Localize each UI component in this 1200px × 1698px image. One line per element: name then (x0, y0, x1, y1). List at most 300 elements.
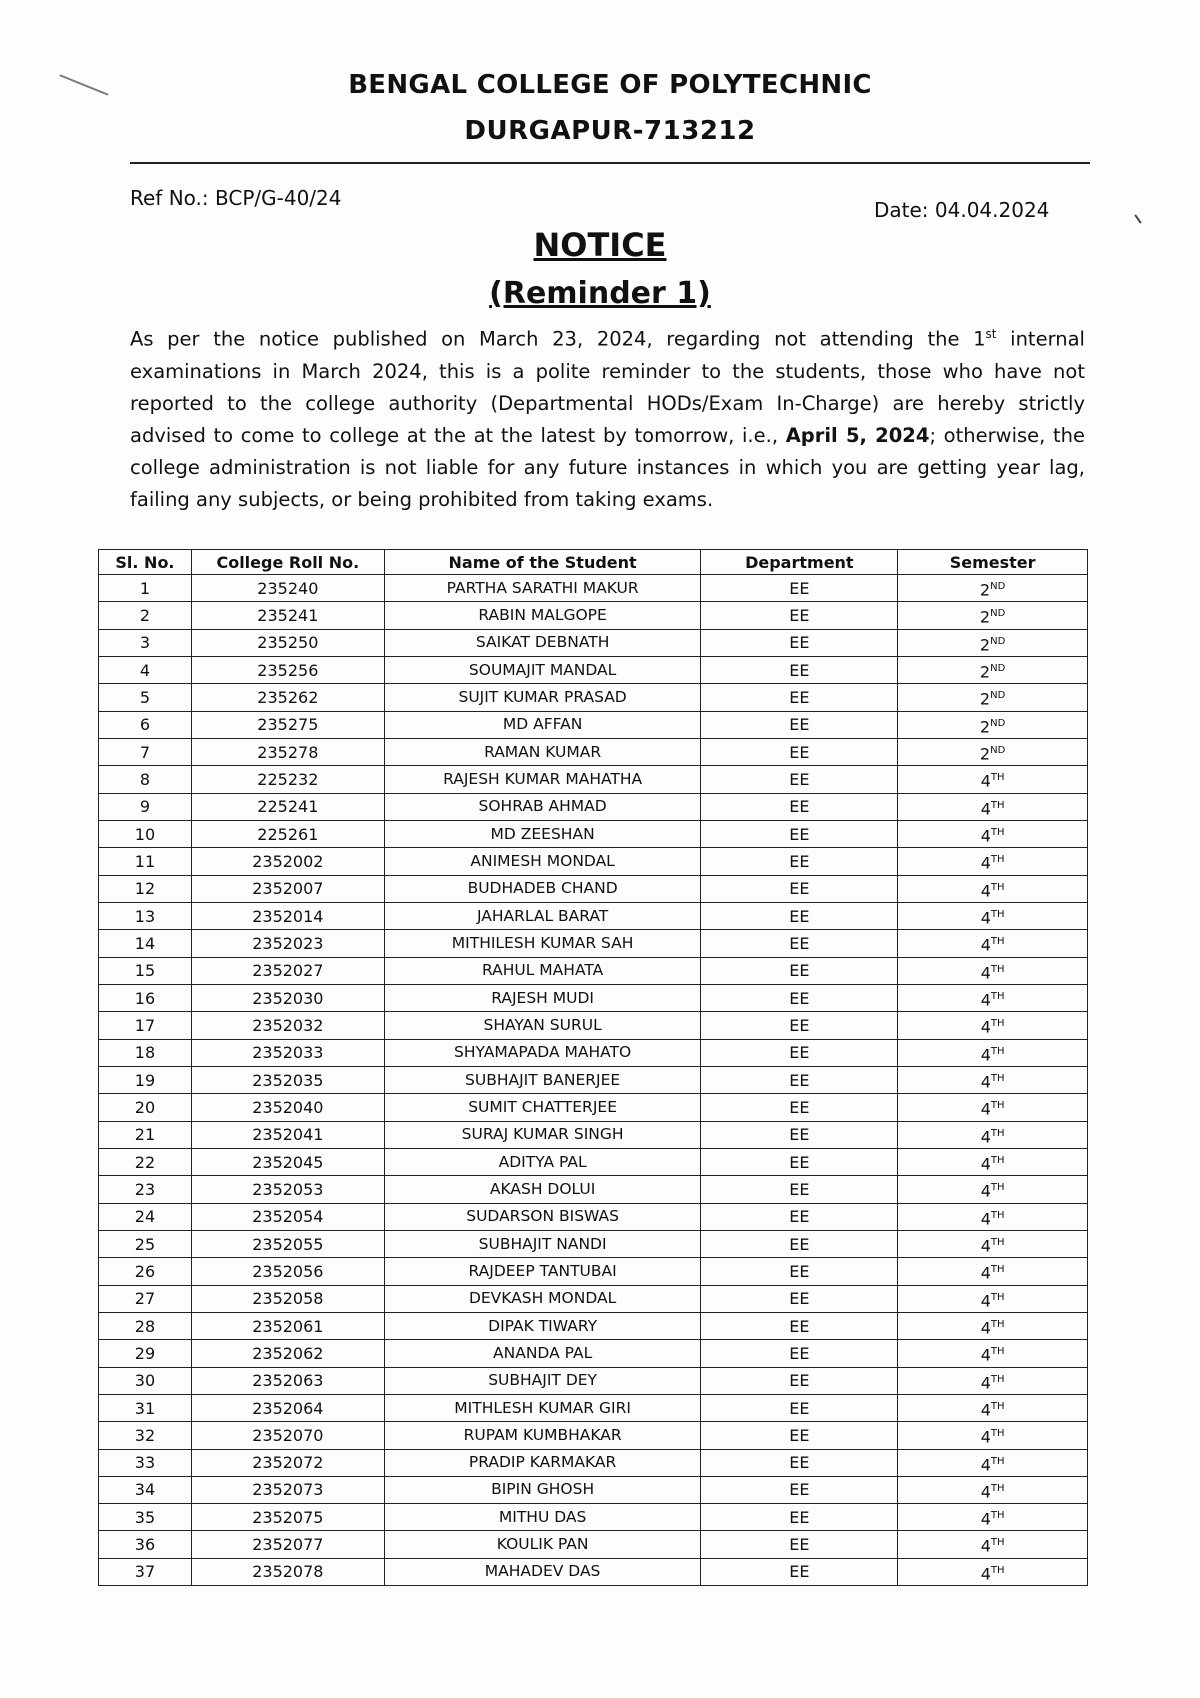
student-name-cell: SOHRAB AHMAD (384, 793, 701, 820)
department-cell: EE (701, 984, 898, 1011)
college-name: BENGAL COLLEGE OF POLYTECHNIC (348, 70, 872, 100)
serial-cell: 21 (99, 1121, 192, 1148)
semester-suffix: TH (990, 963, 1005, 975)
semester-number: 4 (980, 1454, 991, 1474)
semester-suffix: TH (990, 854, 1005, 866)
roll-number-cell: 2352073 (191, 1476, 384, 1503)
department-cell: EE (701, 1066, 898, 1093)
semester-cell (898, 629, 1088, 656)
student-name-cell: MD ZEESHAN (384, 820, 701, 847)
serial-cell: 29 (99, 1340, 192, 1367)
serial-cell: 28 (99, 1312, 192, 1339)
semester-suffix: TH (990, 1400, 1005, 1412)
department-cell: EE (701, 1230, 898, 1257)
semester-number: 4 (980, 1509, 991, 1529)
semester-suffix: TH (990, 1127, 1005, 1139)
semester-number: 2 (979, 662, 991, 682)
semester-number: 4 (980, 826, 991, 846)
roll-number-cell: 235240 (191, 575, 384, 602)
semester-suffix: TH (990, 1154, 1005, 1166)
table-row (99, 1340, 1088, 1367)
body-text: internal examinations in March 2024, this is a polite reminder to the students, those who have not reported to the college authority (Departmental HODs/Exam In-Charge) are hereby strictly advised to come to college at the at the latest by tomorrow, i.e., (130, 327, 1085, 447)
student-name-cell: DIPAK TIWARY (384, 1312, 701, 1339)
semester-cell (898, 1422, 1088, 1449)
student-name-cell: SUDARSON BISWAS (384, 1203, 701, 1230)
serial-cell: 16 (99, 984, 192, 1011)
roll-number-cell: 235275 (191, 711, 384, 738)
column-header: Sl. No. (99, 550, 192, 575)
serial-cell: 6 (99, 711, 192, 738)
student-name-cell: SUJIT KUMAR PRASAD (384, 684, 701, 711)
table-row (99, 1367, 1088, 1394)
semester-number: 2 (979, 634, 991, 654)
department-cell: EE (701, 738, 898, 765)
serial-cell: 31 (99, 1394, 192, 1421)
roll-number-cell: 225241 (191, 793, 384, 820)
student-name-cell: RAJESH MUDI (384, 984, 701, 1011)
semester-cell (898, 820, 1088, 847)
semester-cell (898, 1230, 1088, 1257)
semester-number: 4 (980, 908, 991, 928)
pen-mark (60, 74, 109, 95)
notice-body (130, 318, 1085, 516)
department-cell: EE (701, 629, 898, 656)
column-header: Name of the Student (384, 550, 701, 575)
semester-cell (898, 1312, 1088, 1339)
semester-suffix: ND (990, 608, 1006, 620)
semester-number: 2 (979, 607, 991, 627)
table-row (99, 1504, 1088, 1531)
semester-number: 4 (980, 771, 991, 791)
serial-cell: 32 (99, 1422, 192, 1449)
student-name-cell: SUBHAJIT BANERJEE (384, 1066, 701, 1093)
semester-cell (898, 793, 1088, 820)
semester-cell (898, 1285, 1088, 1312)
serial-cell: 13 (99, 902, 192, 929)
semester-suffix: TH (990, 1373, 1005, 1385)
column-header: Department (701, 550, 898, 575)
table-row (99, 766, 1088, 793)
semester-cell (898, 848, 1088, 875)
serial-cell: 22 (99, 1148, 192, 1175)
roll-number-cell: 2352075 (191, 1504, 384, 1531)
semester-number: 4 (980, 1290, 991, 1310)
semester-number: 4 (980, 962, 991, 982)
semester-suffix: TH (990, 1564, 1005, 1576)
table-row (99, 1094, 1088, 1121)
department-cell: EE (701, 684, 898, 711)
semester-cell (898, 1121, 1088, 1148)
column-header: Semester (898, 550, 1088, 575)
semester-number: 4 (980, 1181, 991, 1201)
semester-suffix: TH (990, 990, 1005, 1002)
student-list-table (98, 549, 1088, 1586)
roll-number-cell: 2352035 (191, 1066, 384, 1093)
roll-number-cell: 225232 (191, 766, 384, 793)
roll-number-cell: 2352041 (191, 1121, 384, 1148)
semester-number: 4 (980, 1126, 991, 1146)
semester-cell (898, 1558, 1088, 1585)
semester-cell (898, 1094, 1088, 1121)
department-cell: EE (701, 793, 898, 820)
roll-number-cell: 2352058 (191, 1285, 384, 1312)
roll-number-cell: 2352062 (191, 1340, 384, 1367)
pen-mark (1134, 214, 1141, 223)
department-cell: EE (701, 820, 898, 847)
semester-cell (898, 1394, 1088, 1421)
table-row (99, 684, 1088, 711)
serial-cell: 24 (99, 1203, 192, 1230)
roll-number-cell: 2352063 (191, 1367, 384, 1394)
table-row (99, 1121, 1088, 1148)
semester-suffix: TH (990, 1455, 1005, 1467)
semester-number: 4 (980, 1154, 991, 1174)
semester-suffix: ND (990, 581, 1006, 592)
roll-number-cell: 2352078 (191, 1558, 384, 1585)
semester-cell (898, 575, 1088, 602)
roll-number-cell: 2352040 (191, 1094, 384, 1121)
serial-cell: 37 (99, 1558, 192, 1585)
department-cell: EE (701, 1203, 898, 1230)
department-cell: EE (701, 1285, 898, 1312)
serial-cell: 3 (99, 629, 192, 656)
department-cell: EE (701, 1394, 898, 1421)
semester-cell (898, 1531, 1088, 1558)
body-text: As per the notice published on March 23, 2024, regarding not attending the 1 (130, 327, 986, 351)
serial-cell: 27 (99, 1285, 192, 1312)
roll-number-cell: 235250 (191, 629, 384, 656)
roll-number-cell: 2352054 (191, 1203, 384, 1230)
department-cell: EE (701, 1531, 898, 1558)
table-row (99, 738, 1088, 765)
serial-cell: 4 (99, 656, 192, 683)
roll-number-cell: 2352032 (191, 1012, 384, 1039)
roll-number-cell: 2352072 (191, 1449, 384, 1476)
table-row (99, 1176, 1088, 1203)
semester-cell (898, 1258, 1088, 1285)
semester-suffix: TH (990, 1318, 1005, 1330)
department-cell: EE (701, 957, 898, 984)
semester-number: 4 (980, 1208, 991, 1228)
semester-cell (898, 984, 1088, 1011)
semester-number: 4 (980, 880, 991, 900)
table-row (99, 875, 1088, 902)
semester-suffix: TH (990, 1045, 1005, 1057)
semester-suffix: TH (990, 1100, 1005, 1112)
serial-cell: 9 (99, 793, 192, 820)
table-row (99, 930, 1088, 957)
roll-number-cell: 2352014 (191, 902, 384, 929)
table-row (99, 656, 1088, 683)
notice-subtitle: (Reminder 1) (489, 276, 711, 311)
reference-number: Ref No.: BCP/G-40/24 (130, 186, 342, 210)
roll-number-cell: 2352002 (191, 848, 384, 875)
semester-cell (898, 1449, 1088, 1476)
department-cell: EE (701, 766, 898, 793)
semester-number: 2 (979, 580, 991, 600)
student-name-cell: MITHU DAS (384, 1504, 701, 1531)
student-name-cell: SUBHAJIT NANDI (384, 1230, 701, 1257)
table-row (99, 629, 1088, 656)
student-name-cell: SURAJ KUMAR SINGH (384, 1121, 701, 1148)
table-row (99, 602, 1088, 629)
serial-cell: 17 (99, 1012, 192, 1039)
semester-number: 4 (980, 1536, 991, 1556)
table-row (99, 1449, 1088, 1476)
department-cell: EE (701, 1558, 898, 1585)
semester-cell (898, 875, 1088, 902)
serial-cell: 12 (99, 875, 192, 902)
semester-suffix: TH (990, 881, 1005, 893)
semester-number: 4 (980, 1044, 991, 1064)
department-cell: EE (701, 1476, 898, 1503)
semester-cell (898, 1476, 1088, 1503)
table-row (99, 848, 1088, 875)
student-name-cell: PARTHA SARATHI MAKUR (384, 575, 701, 602)
table-row (99, 1285, 1088, 1312)
semester-cell (898, 1039, 1088, 1066)
notice-date: Date: 04.04.2024 (874, 198, 1050, 222)
table-row (99, 1230, 1088, 1257)
serial-cell: 14 (99, 930, 192, 957)
semester-cell (898, 656, 1088, 683)
semester-cell (898, 1504, 1088, 1531)
semester-number: 4 (980, 1400, 991, 1420)
semester-suffix: TH (990, 1291, 1005, 1303)
roll-number-cell: 2352061 (191, 1312, 384, 1339)
serial-cell: 15 (99, 957, 192, 984)
semester-suffix: TH (990, 799, 1005, 811)
department-cell: EE (701, 1094, 898, 1121)
notice-title: NOTICE (533, 226, 667, 264)
table-row (99, 1039, 1088, 1066)
semester-number: 4 (980, 1072, 991, 1092)
semester-number: 4 (980, 1263, 991, 1283)
semester-number: 4 (980, 1372, 991, 1392)
department-cell: EE (701, 1504, 898, 1531)
roll-number-cell: 2352027 (191, 957, 384, 984)
table-row (99, 1476, 1088, 1503)
serial-cell: 23 (99, 1176, 192, 1203)
serial-cell: 30 (99, 1367, 192, 1394)
department-cell: EE (701, 1258, 898, 1285)
student-name-cell: SOUMAJIT MANDAL (384, 656, 701, 683)
department-cell: EE (701, 902, 898, 929)
semester-cell (898, 602, 1088, 629)
student-name-cell: MITHILESH KUMAR SAH (384, 930, 701, 957)
semester-suffix: TH (990, 1018, 1005, 1030)
table-row (99, 1066, 1088, 1093)
roll-number-cell: 2352030 (191, 984, 384, 1011)
student-name-cell: SHYAMAPADA MAHATO (384, 1039, 701, 1066)
header-divider (130, 162, 1090, 164)
semester-cell (898, 1340, 1088, 1367)
table-row (99, 957, 1088, 984)
semester-suffix: TH (990, 1346, 1005, 1358)
semester-suffix: TH (990, 1482, 1005, 1494)
department-cell: EE (701, 930, 898, 957)
serial-cell: 33 (99, 1449, 192, 1476)
semester-cell (898, 711, 1088, 738)
table-row (99, 820, 1088, 847)
semester-number: 4 (980, 798, 991, 818)
table-row (99, 1148, 1088, 1175)
semester-number: 2 (979, 716, 991, 736)
student-name-cell: RUPAM KUMBHAKAR (384, 1422, 701, 1449)
roll-number-cell: 2352056 (191, 1258, 384, 1285)
table-row (99, 984, 1088, 1011)
semester-suffix: ND (990, 635, 1006, 647)
student-name-cell: ANANDA PAL (384, 1340, 701, 1367)
semester-cell (898, 1203, 1088, 1230)
semester-suffix: TH (990, 1182, 1005, 1194)
roll-number-cell: 2352070 (191, 1422, 384, 1449)
department-cell: EE (701, 1422, 898, 1449)
table-body (99, 575, 1088, 1586)
semester-suffix: TH (990, 1209, 1005, 1221)
serial-cell: 19 (99, 1066, 192, 1093)
student-name-cell: SAIKAT DEBNATH (384, 629, 701, 656)
semester-suffix: TH (990, 908, 1005, 920)
body-text: ; otherwise, the college administration is not liable for any future instances in which you are getting year lag, failing any subjects, or being prohibited from taking exams. (130, 423, 1085, 511)
semester-number: 2 (979, 744, 991, 764)
table-row (99, 1394, 1088, 1421)
semester-cell (898, 1012, 1088, 1039)
roll-number-cell: 235278 (191, 738, 384, 765)
semester-number: 4 (980, 1318, 991, 1338)
student-name-cell: ANIMESH MONDAL (384, 848, 701, 875)
student-name-cell: MAHADEV DAS (384, 1558, 701, 1585)
roll-number-cell: 2352064 (191, 1394, 384, 1421)
semester-suffix: ND (990, 744, 1006, 756)
semester-number: 4 (980, 1564, 991, 1584)
college-address: DURGAPUR-713212 (464, 116, 756, 146)
serial-cell: 25 (99, 1230, 192, 1257)
student-name-cell: BUDHADEB CHAND (384, 875, 701, 902)
table-row (99, 1422, 1088, 1449)
table-row (99, 1203, 1088, 1230)
student-name-cell: JAHARLAL BARAT (384, 902, 701, 929)
semester-suffix: TH (990, 826, 1005, 838)
semester-suffix: TH (990, 936, 1005, 948)
semester-number: 4 (980, 935, 991, 955)
table-row (99, 1558, 1088, 1585)
semester-suffix: ND (990, 662, 1006, 674)
roll-number-cell: 235241 (191, 602, 384, 629)
body-superscript: st (985, 327, 997, 341)
semester-number: 4 (980, 1236, 991, 1256)
semester-suffix: TH (990, 1072, 1005, 1084)
semester-number: 4 (980, 1345, 991, 1365)
table-row (99, 1531, 1088, 1558)
student-name-cell: SHAYAN SURUL (384, 1012, 701, 1039)
semester-number: 4 (980, 853, 991, 873)
table-row (99, 902, 1088, 929)
roll-number-cell: 225261 (191, 820, 384, 847)
semester-suffix: TH (990, 1537, 1005, 1549)
student-name-cell: RAMAN KUMAR (384, 738, 701, 765)
student-name-cell: SUMIT CHATTERJEE (384, 1094, 701, 1121)
roll-number-cell: 2352053 (191, 1176, 384, 1203)
semester-cell (898, 1148, 1088, 1175)
semester-suffix: ND (990, 717, 1006, 729)
serial-cell: 1 (99, 575, 192, 602)
serial-cell: 34 (99, 1476, 192, 1503)
semester-number: 4 (980, 1482, 991, 1502)
student-name-cell: AKASH DOLUI (384, 1176, 701, 1203)
table-row (99, 1258, 1088, 1285)
student-name-cell: KOULIK PAN (384, 1531, 701, 1558)
roll-number-cell: 2352055 (191, 1230, 384, 1257)
column-header: College Roll No. (191, 550, 384, 575)
department-cell: EE (701, 1340, 898, 1367)
department-cell: EE (701, 1121, 898, 1148)
student-name-cell: ADITYA PAL (384, 1148, 701, 1175)
serial-cell: 8 (99, 766, 192, 793)
department-cell: EE (701, 656, 898, 683)
student-name-cell: RABIN MALGOPE (384, 602, 701, 629)
serial-cell: 7 (99, 738, 192, 765)
deadline-date: April 5, 2024 (785, 423, 930, 447)
student-name-cell: DEVKASH MONDAL (384, 1285, 701, 1312)
student-name-cell: MD AFFAN (384, 711, 701, 738)
department-cell: EE (701, 848, 898, 875)
semester-cell (898, 1367, 1088, 1394)
semester-cell (898, 1066, 1088, 1093)
department-cell: EE (701, 1039, 898, 1066)
serial-cell: 20 (99, 1094, 192, 1121)
semester-suffix: TH (990, 1264, 1005, 1276)
semester-number: 2 (979, 689, 991, 709)
serial-cell: 35 (99, 1504, 192, 1531)
roll-number-cell: 2352045 (191, 1148, 384, 1175)
roll-number-cell: 2352007 (191, 875, 384, 902)
roll-number-cell: 2352077 (191, 1531, 384, 1558)
roll-number-cell: 2352023 (191, 930, 384, 957)
roll-number-cell: 2352033 (191, 1039, 384, 1066)
student-name-cell: BIPIN GHOSH (384, 1476, 701, 1503)
department-cell: EE (701, 602, 898, 629)
department-cell: EE (701, 575, 898, 602)
semester-number: 4 (980, 990, 991, 1010)
semester-suffix: TH (990, 1428, 1005, 1440)
table-row (99, 793, 1088, 820)
department-cell: EE (701, 1148, 898, 1175)
semester-cell (898, 930, 1088, 957)
semester-suffix: TH (990, 1236, 1005, 1248)
table-row (99, 1012, 1088, 1039)
semester-number: 4 (980, 1427, 991, 1447)
table-row (99, 1312, 1088, 1339)
serial-cell: 2 (99, 602, 192, 629)
department-cell: EE (701, 711, 898, 738)
student-name-cell: RAJDEEP TANTUBAI (384, 1258, 701, 1285)
roll-number-cell: 235256 (191, 656, 384, 683)
semester-cell (898, 738, 1088, 765)
table-header-row (99, 550, 1088, 575)
table-row (99, 711, 1088, 738)
serial-cell: 10 (99, 820, 192, 847)
student-name-cell: RAHUL MAHATA (384, 957, 701, 984)
department-cell: EE (701, 1449, 898, 1476)
student-name-cell: RAJESH KUMAR MAHATHA (384, 766, 701, 793)
student-name-cell: PRADIP KARMAKAR (384, 1449, 701, 1476)
semester-number: 4 (980, 1017, 991, 1037)
serial-cell: 36 (99, 1531, 192, 1558)
student-name-cell: SUBHAJIT DEY (384, 1367, 701, 1394)
department-cell: EE (701, 1367, 898, 1394)
student-name-cell: MITHLESH KUMAR GIRI (384, 1394, 701, 1421)
